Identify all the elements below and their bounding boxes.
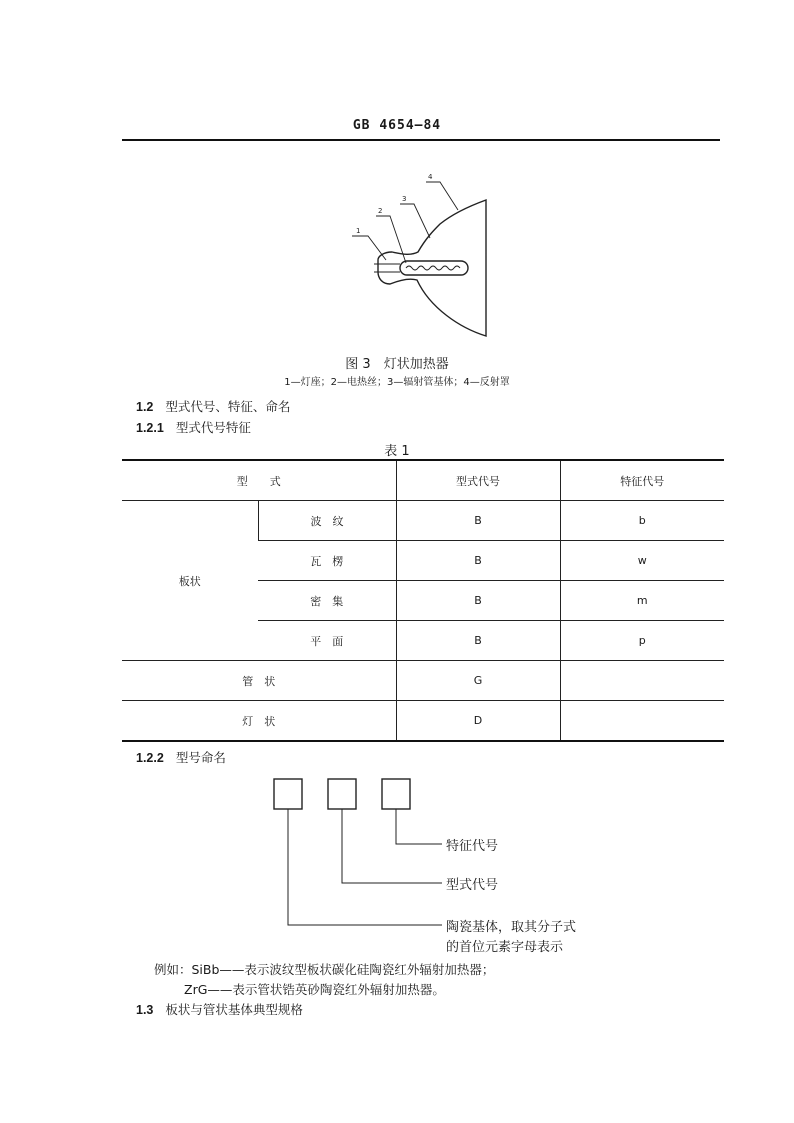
header-type-code: 型式代号 xyxy=(396,460,560,501)
table-row xyxy=(122,701,724,742)
type-cell: 灯 状 xyxy=(122,701,396,742)
type-code-cell: D xyxy=(396,701,560,742)
section-1-2-heading xyxy=(136,397,290,415)
section-1-2-1-heading xyxy=(136,418,251,436)
table-row xyxy=(122,661,724,701)
figure-legend: 1—灯座；2—电热丝；3—辐射管基体；4—反射罩 xyxy=(284,377,510,388)
type-code-cell: G xyxy=(396,661,560,701)
naming-box-base xyxy=(274,779,302,809)
table-header-row xyxy=(122,460,724,501)
example-line-1: 例如：SiBb——表示波纹型板状碳化硅陶瓷红外辐射加热器； xyxy=(154,962,495,977)
header-rule xyxy=(122,139,720,141)
naming-diagram xyxy=(270,775,450,935)
section-number: 1.3 xyxy=(136,1003,154,1017)
section-title: 型式代号、特征、命名 xyxy=(165,399,291,414)
subtype-cell: 密 集 xyxy=(258,581,396,621)
section-title: 板状与管状基体典型规格 xyxy=(165,1002,303,1017)
callout-number-3: 3 xyxy=(402,195,407,203)
figure-caption: 图 3 灯状加热器 xyxy=(345,357,449,372)
naming-label-base-line2: 的首位元素字母表示 xyxy=(446,940,564,955)
section-title: 型式代号特征 xyxy=(175,420,251,435)
feature-code-cell xyxy=(560,701,724,742)
type-code-cell: B xyxy=(396,621,560,661)
naming-box-type xyxy=(328,779,356,809)
heating-wire xyxy=(406,266,460,270)
feature-code-cell: p xyxy=(560,621,724,661)
radiant-tube xyxy=(400,261,468,275)
naming-label-base-line1: 陶瓷基体，取其分子式 xyxy=(446,920,577,935)
type-code-table xyxy=(122,459,724,742)
section-1-2-2-heading xyxy=(136,748,226,766)
section-title: 型号命名 xyxy=(175,750,226,765)
callout-leader-1 xyxy=(352,236,386,260)
callout-number-2: 2 xyxy=(378,207,383,215)
header-type: 型 式 xyxy=(122,460,396,501)
section-number: 1.2.1 xyxy=(136,421,164,435)
naming-leader-feature xyxy=(396,809,442,844)
feature-code-cell: m xyxy=(560,581,724,621)
table-title: 表 1 xyxy=(384,444,410,459)
header-feature-code: 特征代号 xyxy=(560,460,724,501)
naming-box-feature xyxy=(382,779,410,809)
callout-number-4: 4 xyxy=(428,173,433,181)
section-number: 1.2 xyxy=(136,400,154,414)
type-code-cell: B xyxy=(396,541,560,581)
callout-leader-4 xyxy=(426,182,458,210)
subtype-cell: 平 面 xyxy=(258,621,396,661)
feature-code-cell: b xyxy=(560,501,724,541)
naming-label-feature: 特征代号 xyxy=(446,839,499,854)
reflector-shape xyxy=(378,200,486,336)
example-line-2: ZrG——表示管状锆英砂陶瓷红外辐射加热器。 xyxy=(184,982,445,997)
lamp-heater-figure xyxy=(330,168,500,340)
type-code-cell: B xyxy=(396,501,560,541)
feature-code-cell: w xyxy=(560,541,724,581)
naming-leader-base xyxy=(288,809,442,925)
type-code-cell: B xyxy=(396,581,560,621)
subtype-cell: 瓦 楞 xyxy=(258,541,396,581)
naming-leader-type xyxy=(342,809,442,883)
standard-code-header: GB 4654—84 xyxy=(352,118,442,133)
section-number: 1.2.2 xyxy=(136,751,164,765)
group-label-board: 板状 xyxy=(122,501,258,661)
callout-number-1: 1 xyxy=(356,227,361,235)
naming-label-type: 型式代号 xyxy=(446,878,499,893)
callout-leader-3 xyxy=(400,204,430,238)
subtype-cell: 波 纹 xyxy=(258,501,396,541)
type-cell: 管 状 xyxy=(122,661,396,701)
section-1-3-heading xyxy=(136,1000,303,1018)
feature-code-cell xyxy=(560,661,724,701)
table-row xyxy=(122,501,724,541)
